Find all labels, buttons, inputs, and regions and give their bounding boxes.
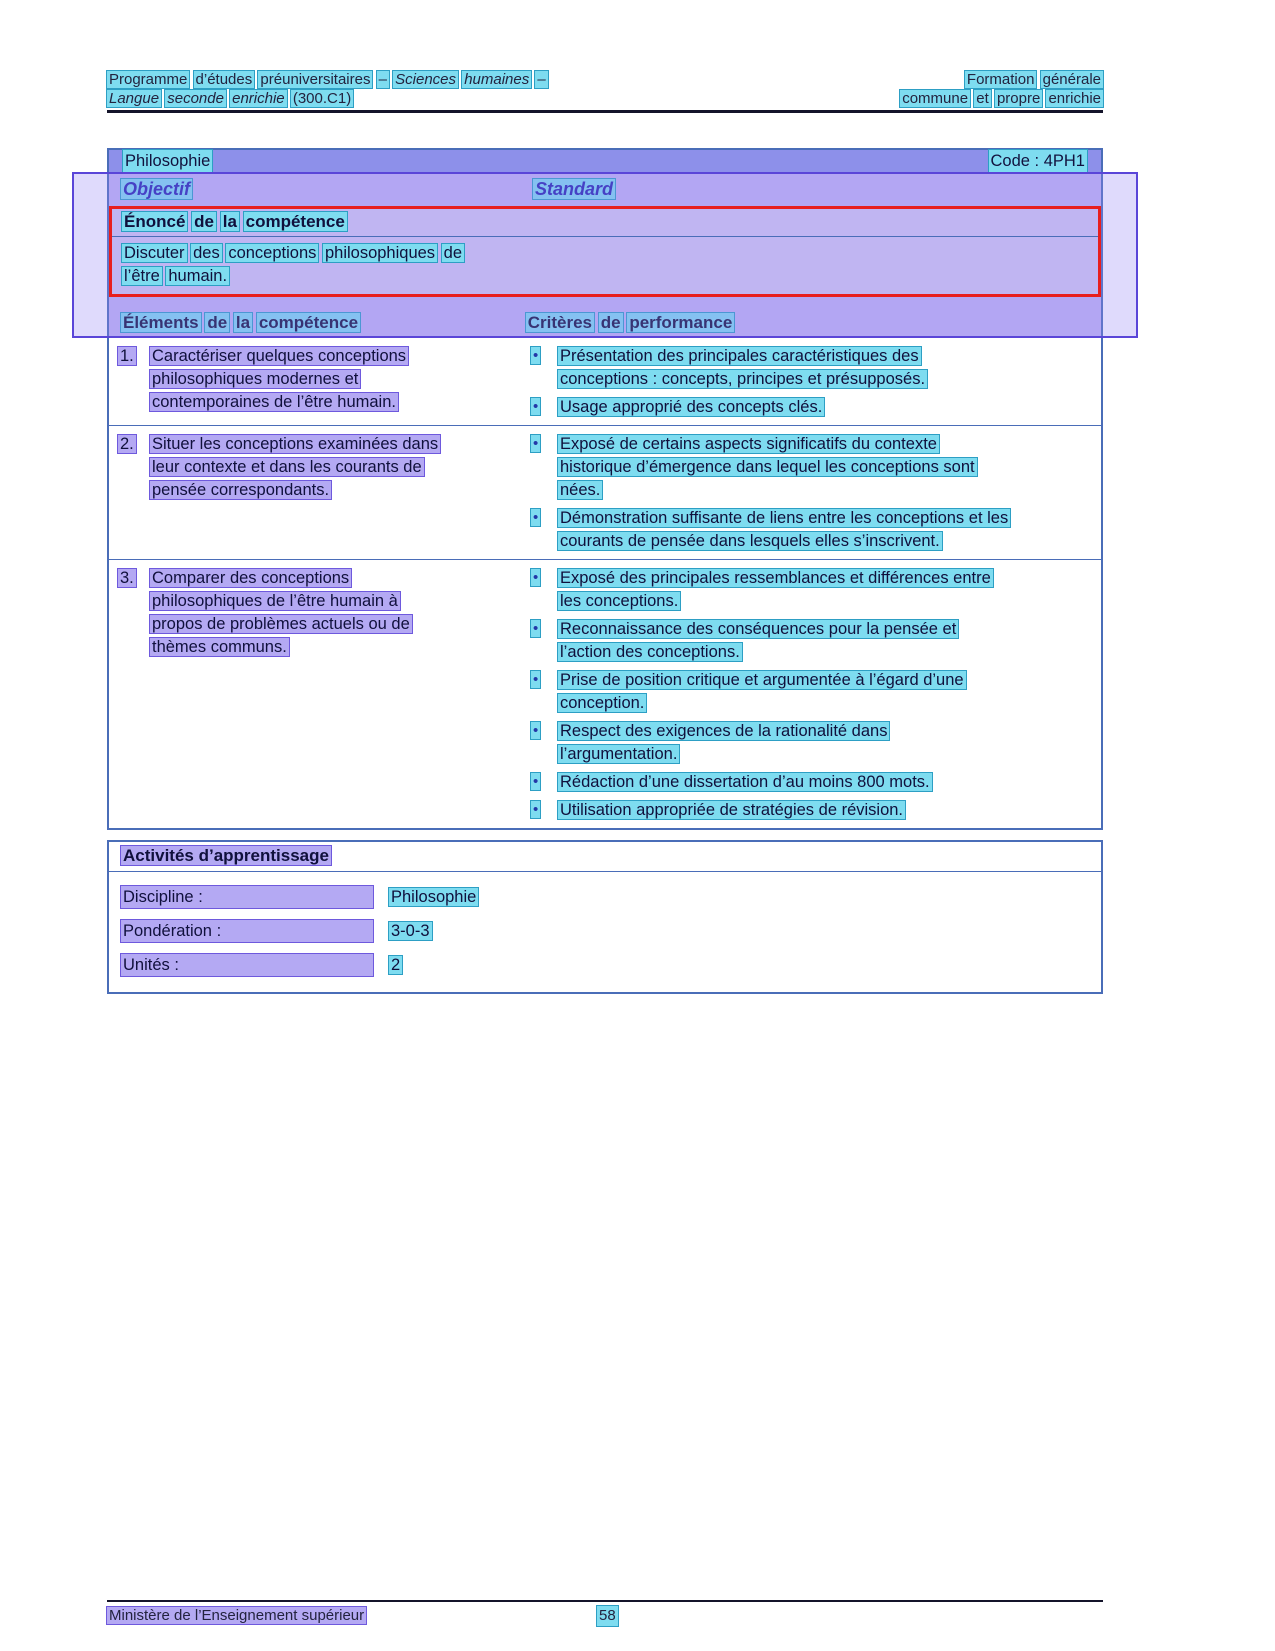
standard-heading: Standard: [535, 179, 614, 199]
criterion-line: Utilisation appropriée de stratégies de révision.: [560, 801, 904, 819]
competence-row: [109, 426, 1101, 560]
element-line: pensée correspondants.: [152, 481, 330, 499]
header-program-text: Programme d’études préuniversitaires –: [109, 71, 387, 88]
main-content: [107, 148, 1103, 994]
element-lines: [150, 433, 440, 553]
element-line: contemporaines de l’être humain.: [152, 393, 396, 411]
criterion-lines: [558, 433, 1097, 502]
header-formation-text: Formation générale: [966, 71, 1101, 88]
activity-row: [109, 948, 1101, 982]
activities-table: [107, 840, 1103, 994]
header-program-name: Sciences humaines –: [395, 71, 546, 88]
criterion-line: les conceptions.: [560, 592, 679, 610]
element-line: Caractériser quelques conceptions: [152, 347, 407, 365]
header-program-code: (300.C1): [292, 90, 352, 107]
criterion-line: Respect des exigences de la rationalité dans: [560, 722, 888, 740]
bullet-icon: •: [533, 671, 539, 688]
criterion: [521, 771, 1097, 794]
criterion-line: conceptions : concepts, principes et présupposés.: [560, 370, 926, 388]
criterion-lines: [558, 567, 1097, 613]
course-code: Code : 4PH1: [989, 150, 1087, 173]
criterion: [521, 669, 1097, 715]
bullet-icon: •: [533, 347, 539, 364]
criteria-cell: [521, 433, 1101, 553]
criterion-line: Présentation des principales caractéristiques des: [560, 347, 919, 365]
activity-row: [109, 880, 1101, 914]
header-right-block: [900, 70, 1103, 108]
elements-column-header: [121, 313, 521, 333]
competence-row: [109, 338, 1101, 426]
criterion: [521, 618, 1097, 664]
criterion: [521, 507, 1097, 553]
criterion: [521, 567, 1097, 613]
element-lines: [150, 345, 408, 419]
header-left-block: [107, 70, 548, 108]
element-line: Comparer des conceptions: [152, 569, 350, 587]
criterion-lines: [558, 396, 1097, 419]
enonce-text-2: l’être humain.: [124, 267, 228, 285]
bullet-icon: •: [533, 398, 539, 415]
competency-table: [107, 148, 1103, 830]
objectif-column: [121, 179, 528, 200]
footer-row: [107, 1606, 1103, 1628]
enonce-heading: Énoncé de la compétence: [124, 212, 345, 231]
activity-value: 2: [391, 956, 401, 974]
course-title: Philosophie: [123, 150, 212, 173]
criteria-cell: [521, 345, 1101, 419]
header-left-line1: [107, 70, 548, 89]
criterion-line: Exposé des principales ressemblances et différences entre: [560, 569, 991, 587]
activities-rows: [109, 880, 1101, 982]
column-headers-row: [109, 309, 1101, 338]
footer-ministry-text: Ministère de l’Enseignement supérieur: [109, 1607, 365, 1624]
criterion: [521, 433, 1097, 502]
element-cell: [109, 345, 521, 419]
course-title-bar: [109, 150, 1101, 173]
spacer-row: [109, 297, 1101, 309]
bullet-icon: •: [533, 435, 539, 452]
activities-heading: Activités d’apprentissage: [123, 846, 329, 865]
criterion-line: Reconnaissance des conséquences pour la pensée et: [560, 620, 957, 638]
competence-rows: [109, 338, 1101, 828]
criterion-line: Usage approprié des concepts clés.: [560, 398, 823, 416]
criterion-lines: [558, 618, 1097, 664]
activity-label: Pondération :: [121, 920, 373, 942]
element-cell: [109, 433, 521, 553]
criteria-cell: [521, 567, 1101, 822]
element-cell: [109, 567, 521, 822]
enonce-text-1: Discuter des conceptions philosophiques de: [124, 244, 463, 262]
criterion-line: courants de pensée dans lesquels elles s’inscrivent.: [560, 532, 940, 550]
elements-heading: Éléments de la compétence: [123, 313, 359, 332]
footer-divider: [107, 1600, 1103, 1602]
header-right-line2: [900, 89, 1103, 108]
header-program-name2: Langue seconde enrichie: [109, 90, 285, 107]
criterion-lines: [558, 799, 1097, 822]
bullet-icon: •: [533, 801, 539, 818]
criterion-line: nées.: [560, 481, 601, 499]
activity-label: Unités :: [121, 954, 373, 976]
activity-value: 3-0-3: [391, 922, 430, 940]
element-number: 3.: [120, 569, 134, 587]
element-line: philosophiques modernes et: [152, 370, 359, 388]
bullet-icon: •: [533, 773, 539, 790]
element-line: thèmes communs.: [152, 638, 287, 656]
page-header: [107, 70, 1103, 108]
criterion-line: l’action des conceptions.: [560, 643, 740, 661]
criterion-line: Prise de position critique et argumentée à l’égard d’une: [560, 671, 964, 689]
objectif-heading: Objectif: [123, 179, 191, 199]
criterion: [521, 799, 1097, 822]
enonce-title-row: [112, 209, 1098, 237]
page-footer: [107, 1600, 1103, 1628]
criterion-lines: [558, 720, 1097, 766]
element-line: philosophiques de l’être humain à: [152, 592, 398, 610]
element-line: propos de problèmes actuels ou de: [152, 615, 410, 633]
bullet-icon: •: [533, 722, 539, 739]
criterion: [521, 720, 1097, 766]
header-right-line1: [900, 70, 1103, 89]
criterion-lines: [558, 669, 1097, 715]
header-divider: [107, 110, 1103, 113]
header-left-line2: [107, 89, 548, 108]
enonce-body: [112, 237, 1098, 294]
activities-title-row: [109, 842, 1101, 872]
criterion-lines: [558, 507, 1097, 553]
footer-page-number: 58: [599, 1607, 616, 1624]
header-formation-text2: commune et propre enrichie: [902, 90, 1101, 107]
bullet-icon: •: [533, 569, 539, 586]
element-number: 2.: [120, 435, 134, 453]
bullet-icon: •: [533, 509, 539, 526]
element-line: Situer les conceptions examinées dans: [152, 435, 439, 453]
element-lines: [150, 567, 412, 822]
criteres-heading: Critères de performance: [527, 313, 733, 332]
enonce-box-red-annotation: [109, 206, 1101, 297]
objectif-standard-row: [109, 173, 1101, 206]
criterion-line: Rédaction d’une dissertation d’au moins 800 mots.: [560, 773, 930, 791]
criterion-line: conception.: [560, 694, 645, 712]
activity-value: Philosophie: [391, 888, 477, 906]
activity-label: Discipline :: [121, 886, 373, 908]
criterion-line: l’argumentation.: [560, 745, 678, 763]
element-line: leur contexte et dans les courants de: [152, 458, 422, 476]
bullet-icon: •: [533, 620, 539, 637]
criterion-line: Exposé de certains aspects significatifs du contexte: [560, 435, 937, 453]
element-number: 1.: [120, 347, 134, 365]
criterion: [521, 396, 1097, 419]
criterion-line: Démonstration suffisante de liens entre les conceptions et les: [560, 509, 1009, 527]
activity-row: [109, 914, 1101, 948]
criterion-lines: [558, 345, 1097, 391]
criterion-line: historique d’émergence dans lequel les conceptions sont: [560, 458, 975, 476]
competence-row: [109, 560, 1101, 828]
criterion: [521, 345, 1097, 391]
enonce-line: [122, 242, 1088, 265]
criterion-lines: [558, 771, 1097, 794]
enonce-line: [122, 265, 1088, 288]
